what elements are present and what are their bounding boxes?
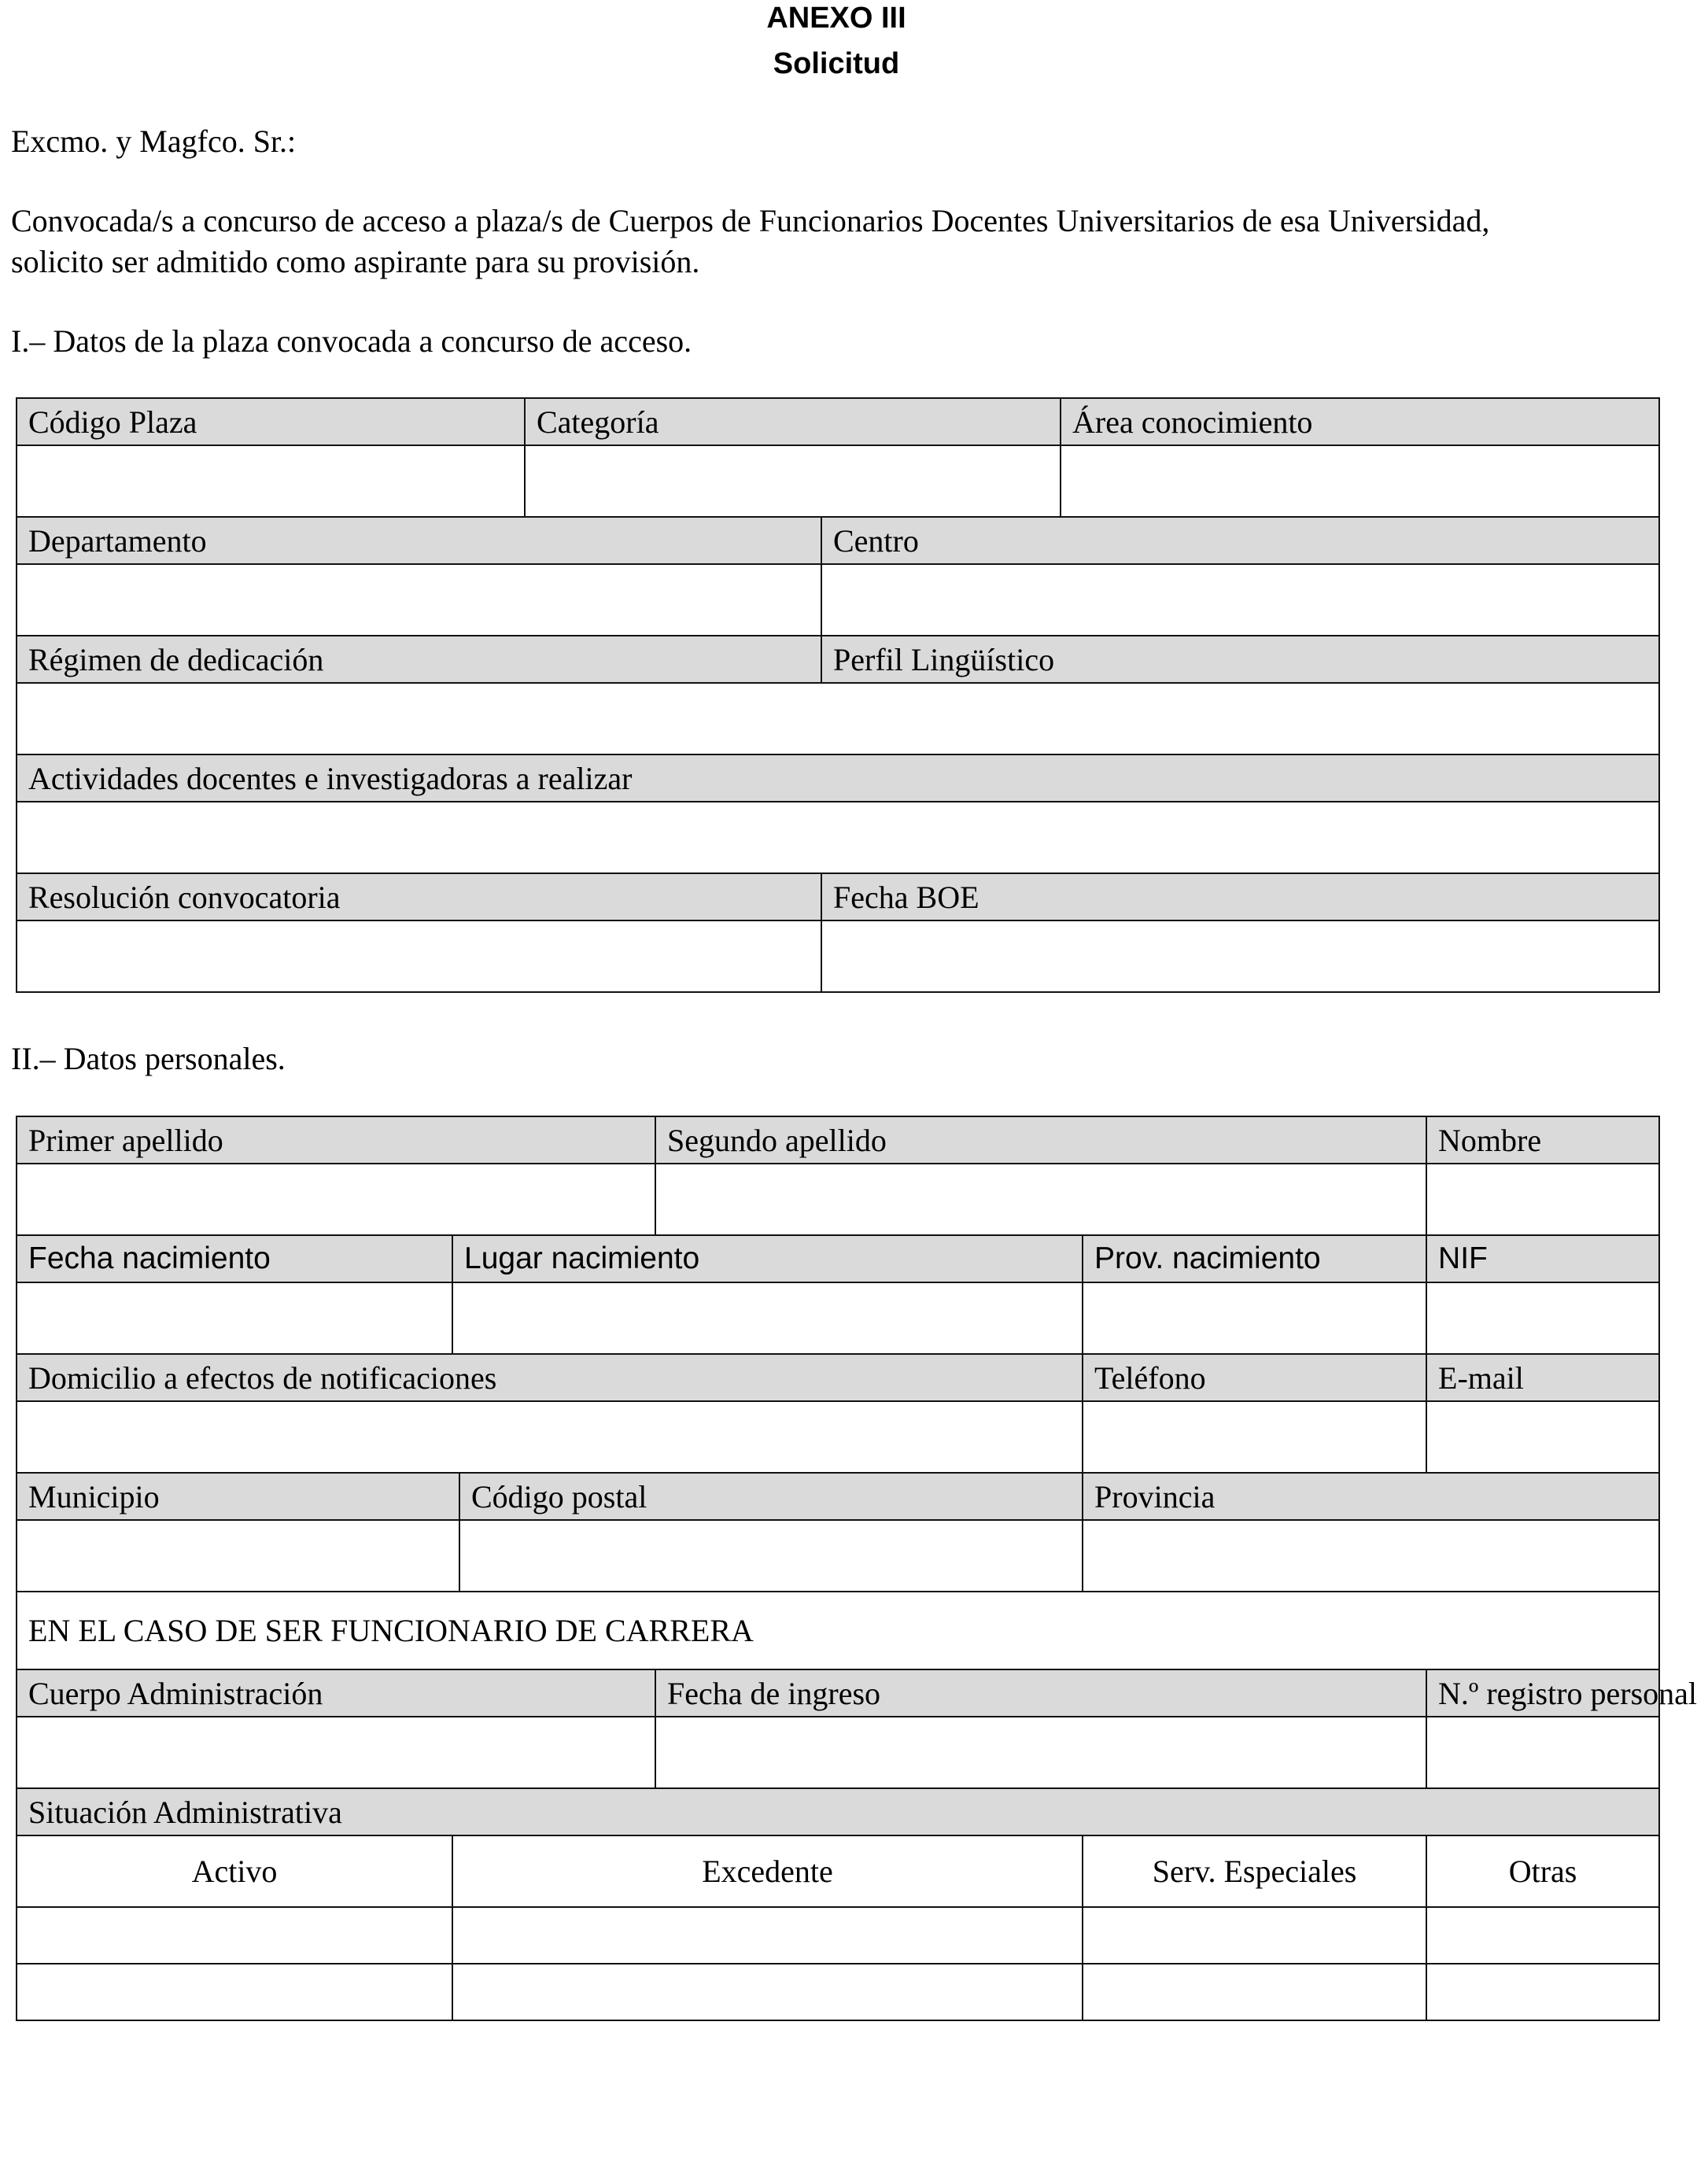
- provincia-field[interactable]: [1083, 1520, 1659, 1592]
- segundo-apellido-label: Segundo apellido: [655, 1116, 1426, 1164]
- serv-especiales-field-2[interactable]: [1083, 1964, 1426, 2020]
- actividades-label: Actividades docentes e investigadoras a realizar: [17, 754, 1659, 802]
- departamento-field[interactable]: [17, 564, 821, 636]
- cuerpo-administracion-label: Cuerpo Administración: [17, 1669, 655, 1717]
- otras-field-2[interactable]: [1426, 1964, 1659, 2020]
- domicilio-field[interactable]: [17, 1401, 1083, 1473]
- primer-apellido-field[interactable]: [17, 1164, 655, 1235]
- fecha-nacimiento-field[interactable]: [17, 1282, 452, 1354]
- lugar-nacimiento-label: Lugar nacimiento: [452, 1235, 1083, 1282]
- area-conocimiento-field[interactable]: [1061, 445, 1659, 517]
- nif-field[interactable]: [1426, 1282, 1659, 1354]
- resolucion-convocatoria-field[interactable]: [17, 920, 821, 992]
- segundo-apellido-field[interactable]: [655, 1164, 1426, 1235]
- perfil-linguistico-label: Perfil Lingüístico: [821, 636, 1659, 683]
- regimen-dedicacion-label: Régimen de dedicación: [17, 636, 821, 683]
- intro-line-2: solicito ser admitido como aspirante para su provisión.: [11, 244, 700, 279]
- nif-label: NIF: [1426, 1235, 1659, 1282]
- codigo-plaza-label: Código Plaza: [17, 398, 525, 445]
- section-2-table: [16, 1116, 1697, 2021]
- fecha-boe-field[interactable]: [821, 920, 1659, 992]
- email-field[interactable]: [1426, 1401, 1659, 1473]
- activo-field-1[interactable]: [17, 1907, 452, 1964]
- nombre-label: Nombre: [1426, 1116, 1659, 1164]
- option-excedente: Excedente: [452, 1835, 1083, 1907]
- municipio-field[interactable]: [17, 1520, 459, 1592]
- section-1-table: [16, 397, 1660, 993]
- fecha-boe-label: Fecha BOE: [821, 873, 1659, 920]
- lugar-nacimiento-field[interactable]: [452, 1282, 1083, 1354]
- section-1-heading: I.– Datos de la plaza convocada a concurso de acceso.: [11, 323, 692, 359]
- categoria-field[interactable]: [525, 445, 1061, 517]
- activo-field-2[interactable]: [17, 1964, 452, 2020]
- prov-nacimiento-label: Prov. nacimiento: [1083, 1235, 1426, 1282]
- intro-line-1: Convocada/s a concurso de acceso a plaza/s de Cuerpos de Funcionarios Docentes Universitarios de esa Universidad,: [11, 203, 1490, 238]
- option-otras: Otras: [1426, 1835, 1659, 1907]
- situacion-administrativa-label: Situación Administrativa: [17, 1788, 1659, 1835]
- cuerpo-administracion-field[interactable]: [17, 1717, 655, 1788]
- codigo-postal-field[interactable]: [459, 1520, 1083, 1592]
- fecha-ingreso-label: Fecha de ingreso: [655, 1669, 1426, 1717]
- serv-especiales-field-1[interactable]: [1083, 1907, 1426, 1964]
- email-label: E-mail: [1426, 1354, 1659, 1401]
- centro-field[interactable]: [821, 564, 1659, 636]
- option-activo: Activo: [17, 1835, 452, 1907]
- excedente-field-2[interactable]: [452, 1964, 1083, 2020]
- regimen-perfil-field[interactable]: [17, 683, 1659, 754]
- telefono-label: Teléfono: [1083, 1354, 1426, 1401]
- otras-field-1[interactable]: [1426, 1907, 1659, 1964]
- codigo-plaza-field[interactable]: [17, 445, 525, 517]
- provincia-label: Provincia: [1083, 1473, 1659, 1520]
- nombre-field[interactable]: [1426, 1164, 1659, 1235]
- domicilio-label: Domicilio a efectos de notificaciones: [17, 1354, 1083, 1401]
- fecha-nacimiento-label: Fecha nacimiento: [17, 1235, 452, 1282]
- excedente-field-1[interactable]: [452, 1907, 1083, 1964]
- actividades-field[interactable]: [17, 802, 1659, 873]
- document-subtitle: Solicitud: [773, 47, 900, 80]
- telefono-field[interactable]: [1083, 1401, 1426, 1473]
- section-2-heading: II.– Datos personales.: [11, 1041, 286, 1076]
- codigo-postal-label: Código postal: [459, 1473, 1083, 1520]
- option-serv-especiales: Serv. Especiales: [1083, 1835, 1426, 1907]
- resolucion-convocatoria-label: Resolución convocatoria: [17, 873, 821, 920]
- annex-title: ANEXO III: [766, 2, 906, 35]
- categoria-label: Categoría: [525, 398, 1061, 445]
- departamento-label: Departamento: [17, 517, 821, 564]
- registro-personal-label: N.º registro personal: [1426, 1669, 1659, 1717]
- primer-apellido-label: Primer apellido: [17, 1116, 655, 1164]
- prov-nacimiento-field[interactable]: [1083, 1282, 1426, 1354]
- municipio-label: Municipio: [17, 1473, 459, 1520]
- salutation: Excmo. y Magfco. Sr.:: [11, 124, 297, 159]
- registro-personal-field[interactable]: [1426, 1717, 1659, 1788]
- centro-label: Centro: [821, 517, 1659, 564]
- area-conocimiento-label: Área conocimiento: [1061, 398, 1659, 445]
- funcionario-carrera-heading: EN EL CASO DE SER FUNCIONARIO DE CARRERA: [17, 1592, 1659, 1669]
- fecha-ingreso-field[interactable]: [655, 1717, 1426, 1788]
